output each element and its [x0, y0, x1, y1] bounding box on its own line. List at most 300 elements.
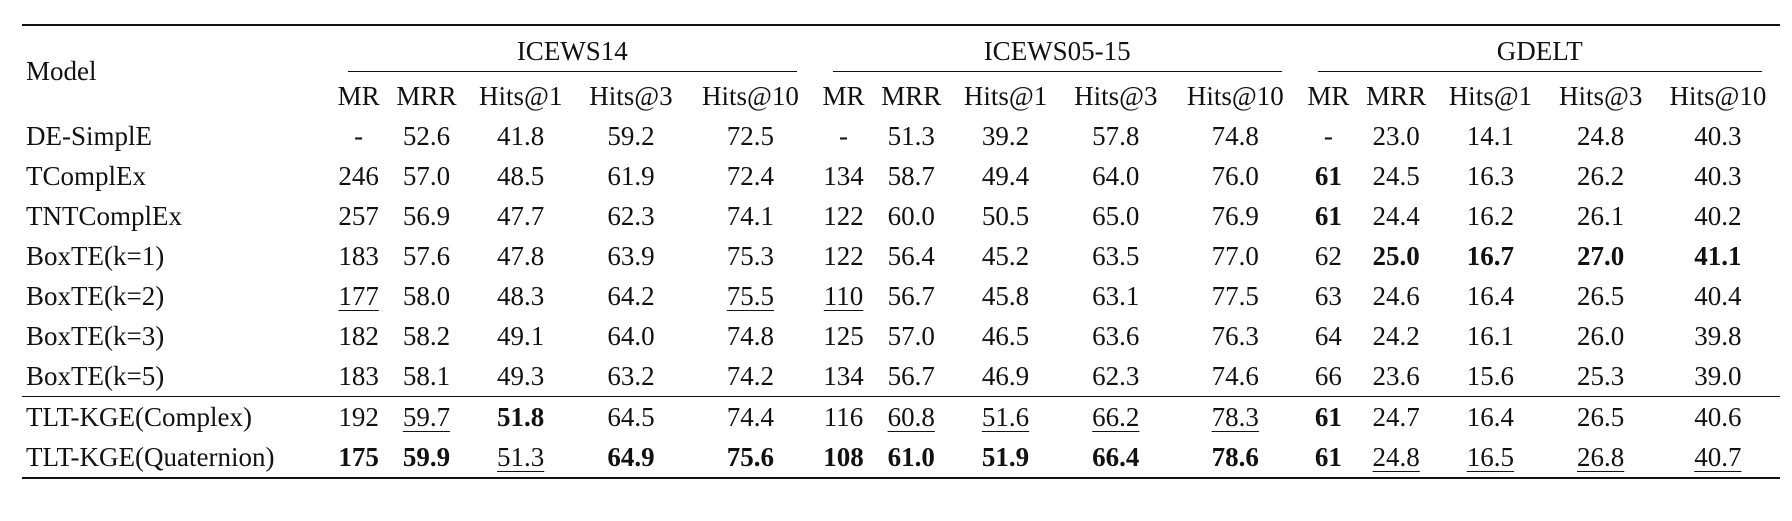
metric-cell	[1656, 276, 1780, 316]
metric-value: 72.4	[726, 160, 775, 191]
metric-cell	[950, 116, 1060, 156]
metric-header: MRR	[881, 80, 942, 111]
metric-cell	[466, 397, 576, 438]
metric-value: 61.0	[887, 441, 935, 472]
metric-value: 49.4	[981, 160, 1030, 191]
metric-value: 116	[823, 401, 864, 432]
metric-value: 66	[1314, 360, 1342, 391]
metric-value: 177	[338, 280, 379, 311]
metric-value: 64.2	[607, 280, 655, 311]
metric-cell	[1546, 196, 1656, 236]
metric-value: 16.3	[1466, 160, 1514, 191]
metric-value: 26.0	[1577, 320, 1625, 351]
metric-cell	[686, 196, 815, 236]
metric-value: 75.6	[726, 441, 775, 472]
metric-header: MR	[337, 80, 380, 111]
metric-value: 64	[1314, 320, 1342, 351]
table-row	[22, 236, 1780, 276]
metric-cell	[815, 397, 872, 438]
metric-cell	[576, 356, 686, 397]
metric-cell	[1546, 316, 1656, 356]
metric-cell	[950, 276, 1060, 316]
model-header: Model	[22, 25, 330, 116]
metric-value: 175	[338, 441, 379, 472]
metric-value: 16.4	[1466, 401, 1514, 432]
metric-value: 63.1	[1092, 280, 1140, 311]
metric-cell	[1357, 437, 1435, 478]
table-row	[22, 156, 1780, 196]
group-header-gdelt: GDELT	[1300, 25, 1780, 76]
metric-header: Hits@10	[1669, 80, 1767, 111]
metric-value: 46.5	[981, 320, 1030, 351]
metric-cell	[1656, 397, 1780, 438]
metric-cell	[815, 236, 872, 276]
metric-value: 51.3	[887, 120, 935, 151]
model-name: DE-SimplE	[26, 120, 152, 151]
model-name: BoxTE(k=5)	[26, 360, 165, 391]
metric-value: 78.6	[1211, 441, 1259, 472]
group-header-icews05-15: ICEWS05-15	[815, 25, 1300, 76]
metric-value: 74.6	[1211, 360, 1259, 391]
metric-value: 40.2	[1694, 200, 1742, 231]
metric-value: 62.3	[1092, 360, 1140, 391]
metric-cell	[872, 316, 950, 356]
metric-value: 40.3	[1694, 120, 1742, 151]
metric-cell	[1546, 437, 1656, 478]
metric-cell	[1546, 356, 1656, 397]
metric-cell	[1061, 437, 1171, 478]
group-header-icews14: ICEWS14	[330, 25, 815, 76]
metric-value: 50.5	[981, 200, 1030, 231]
metric-value: 24.7	[1372, 401, 1420, 432]
metric-cell	[330, 316, 387, 356]
metric-cell	[1357, 236, 1435, 276]
model-name: TLT-KGE(Quaternion)	[22, 437, 330, 478]
metric-cell	[872, 236, 950, 276]
metric-value: 56.9	[402, 200, 451, 231]
metric-header: Hits@10	[701, 80, 799, 111]
metric-cell	[1357, 156, 1435, 196]
metric-cell	[1171, 356, 1300, 397]
metric-value: 61.9	[607, 160, 655, 191]
metric-cell	[1357, 196, 1435, 236]
metric-cell	[1435, 276, 1545, 316]
metric-value: 61	[1314, 401, 1342, 432]
metric-cell	[387, 397, 465, 438]
metric-header: Hits@3	[589, 80, 673, 111]
metric-cell	[1061, 156, 1171, 196]
metric-cell	[686, 156, 815, 196]
table-row	[22, 196, 1780, 236]
metric-value: 26.5	[1577, 401, 1625, 432]
metric-value: 26.2	[1577, 160, 1625, 191]
metric-cell	[1435, 156, 1545, 196]
metric-cell	[330, 236, 387, 276]
metric-cell	[1435, 236, 1545, 276]
metric-cell	[387, 116, 465, 156]
metric-value: 76.0	[1211, 160, 1259, 191]
metric-cell	[815, 316, 872, 356]
metric-value: 76.3	[1211, 320, 1259, 351]
metric-value: 77.5	[1211, 280, 1259, 311]
model-name: TLT-KGE(Complex)	[22, 397, 330, 438]
metric-cell	[466, 276, 576, 316]
metric-value: 134	[823, 360, 864, 391]
metric-value: 40.6	[1694, 401, 1742, 432]
metric-value: 24.2	[1372, 320, 1420, 351]
metric-value: 63.2	[607, 360, 655, 391]
metric-cell	[1061, 276, 1171, 316]
metric-cell	[1357, 397, 1435, 438]
metric-cell	[815, 437, 872, 478]
results-table	[22, 24, 1780, 479]
metric-value: 56.4	[887, 240, 935, 271]
metric-cell	[1546, 397, 1656, 438]
metric-value: 49.3	[497, 360, 545, 391]
metric-value: 246	[338, 160, 379, 191]
metric-value: 61	[1314, 160, 1342, 191]
metric-value: 41.8	[497, 120, 545, 151]
metric-cell	[1435, 116, 1545, 156]
metric-value: 60.0	[887, 200, 935, 231]
metric-cell	[686, 276, 815, 316]
metric-value: 61	[1314, 441, 1342, 472]
metric-value: 39.2	[981, 120, 1030, 151]
metric-cell	[686, 116, 815, 156]
metric-cell	[1171, 116, 1300, 156]
metric-cell	[815, 156, 872, 196]
metric-cell	[1656, 236, 1780, 276]
metric-cell	[1300, 196, 1357, 236]
metric-cell	[950, 196, 1060, 236]
metric-cell	[1656, 437, 1780, 478]
metric-cell	[1300, 437, 1357, 478]
metric-value: 24.8	[1577, 120, 1625, 151]
metric-cell	[1656, 356, 1780, 397]
metric-cell	[1300, 356, 1357, 397]
metric-cell	[686, 236, 815, 276]
metric-header: Hits@1	[1448, 80, 1533, 111]
metric-cell	[1300, 116, 1357, 156]
results-table-container	[22, 24, 1780, 479]
metric-cell	[872, 196, 950, 236]
metric-value: 58.2	[402, 320, 451, 351]
metric-cell	[686, 356, 815, 397]
metric-cell	[387, 156, 465, 196]
table-row	[22, 116, 1780, 156]
metric-cell	[1061, 236, 1171, 276]
metric-header: Hits@3	[1558, 80, 1643, 111]
metric-cell	[872, 356, 950, 397]
metric-cell	[1171, 397, 1300, 438]
metric-cell	[1300, 316, 1357, 356]
metric-value: 110	[823, 280, 864, 311]
metric-value: 64.5	[607, 401, 655, 432]
metric-value: 63.5	[1092, 240, 1140, 271]
metric-cell	[872, 156, 950, 196]
metric-value: 63.6	[1092, 320, 1140, 351]
metric-cell	[1435, 397, 1545, 438]
metric-cell	[1171, 156, 1300, 196]
metric-value: 25.3	[1577, 360, 1625, 391]
table-row	[22, 316, 1780, 356]
metric-value: 77.0	[1211, 240, 1259, 271]
metric-cell	[1300, 156, 1357, 196]
metric-cell	[1435, 316, 1545, 356]
metric-value: 58.1	[402, 360, 451, 391]
metric-value: 47.8	[497, 240, 545, 271]
metric-value: 183	[338, 360, 379, 391]
metric-cell	[1546, 116, 1656, 156]
metric-cell	[872, 276, 950, 316]
metric-value: 60.8	[887, 401, 935, 432]
metric-value: 57.8	[1092, 120, 1140, 151]
table-row	[22, 356, 1780, 397]
metric-value: 23.6	[1372, 360, 1420, 391]
metric-cell	[686, 397, 815, 438]
metric-cell	[815, 276, 872, 316]
model-name: BoxTE(k=3)	[26, 320, 165, 351]
metric-cell	[950, 437, 1060, 478]
metric-value: 62.3	[607, 200, 655, 231]
metric-value: 39.8	[1694, 320, 1742, 351]
metric-value: 47.7	[497, 200, 545, 231]
metric-value: 59.7	[402, 401, 451, 432]
metric-cell	[330, 276, 387, 316]
metric-value: 59.2	[607, 120, 655, 151]
table-row	[22, 437, 1780, 478]
metric-cell	[387, 356, 465, 397]
metric-value: 48.3	[497, 280, 545, 311]
metric-value: 16.4	[1466, 280, 1514, 311]
metric-value: 24.8	[1372, 441, 1420, 472]
metric-value: 57.0	[402, 160, 451, 191]
metric-cell	[576, 116, 686, 156]
metric-cell	[1171, 316, 1300, 356]
metric-value: 75.5	[726, 280, 775, 311]
metric-cell	[1061, 397, 1171, 438]
metric-cell	[576, 397, 686, 438]
metric-cell	[1061, 196, 1171, 236]
model-name: TNTComplEx	[26, 200, 182, 231]
metric-value: 74.2	[726, 360, 775, 391]
metric-header: MRR	[396, 80, 457, 111]
metric-value: 15.6	[1466, 360, 1514, 391]
metric-value: 51.3	[497, 441, 545, 472]
metric-header: Hits@1	[478, 80, 563, 111]
metric-value: 24.6	[1372, 280, 1420, 311]
metric-cell	[1171, 276, 1300, 316]
metric-cell	[1435, 356, 1545, 397]
metric-cell	[1171, 236, 1300, 276]
metric-header: MR	[822, 80, 865, 111]
metric-value: 108	[823, 441, 864, 472]
metric-value: 122	[823, 240, 864, 271]
metric-value: 16.5	[1466, 441, 1514, 472]
metric-value: 72.5	[726, 120, 775, 151]
metric-cell	[387, 316, 465, 356]
metric-value: 40.7	[1694, 441, 1742, 472]
metric-value: 40.4	[1694, 280, 1742, 311]
metric-value: 16.2	[1466, 200, 1514, 231]
metric-cell	[576, 276, 686, 316]
metric-cell	[466, 156, 576, 196]
metric-cell	[1357, 316, 1435, 356]
metric-value: 27.0	[1577, 240, 1625, 271]
metric-cell	[387, 236, 465, 276]
metric-cell	[1546, 276, 1656, 316]
header-row-groups	[22, 25, 1780, 76]
metric-cell	[576, 196, 686, 236]
metric-value: 134	[823, 160, 864, 191]
metric-cell	[815, 196, 872, 236]
metric-value: 57.0	[887, 320, 935, 351]
metric-value: -	[1323, 120, 1333, 151]
metric-value: 51.6	[981, 401, 1030, 432]
metric-value: 58.0	[402, 280, 451, 311]
metric-value: 66.4	[1092, 441, 1140, 472]
metric-value: 49.1	[497, 320, 545, 351]
metric-value: -	[838, 120, 848, 151]
metric-value: 45.8	[981, 280, 1030, 311]
metric-value: 57.6	[402, 240, 451, 271]
metric-cell	[466, 437, 576, 478]
metric-cell	[950, 316, 1060, 356]
metric-cell	[1357, 116, 1435, 156]
metric-header: Hits@1	[963, 80, 1048, 111]
metric-value: 26.8	[1577, 441, 1625, 472]
metric-cell	[330, 397, 387, 438]
metric-value: 24.5	[1372, 160, 1420, 191]
metric-cell	[1656, 116, 1780, 156]
metric-cell	[950, 397, 1060, 438]
metric-cell	[576, 437, 686, 478]
metric-value: 59.9	[402, 441, 451, 472]
metric-cell	[576, 316, 686, 356]
metric-cell	[466, 196, 576, 236]
metric-cell	[1357, 356, 1435, 397]
metric-value: 40.3	[1694, 160, 1742, 191]
metric-cell	[1656, 156, 1780, 196]
metric-value: 48.5	[497, 160, 545, 191]
metric-value: 23.0	[1372, 120, 1420, 151]
metric-value: 74.1	[726, 200, 775, 231]
metric-cell	[387, 437, 465, 478]
metric-value: 14.1	[1466, 120, 1514, 151]
metric-cell	[466, 316, 576, 356]
metric-value: 41.1	[1694, 240, 1742, 271]
metric-cell	[466, 116, 576, 156]
metric-value: 51.8	[497, 401, 545, 432]
model-name: BoxTE(k=1)	[26, 240, 165, 271]
metric-cell	[330, 196, 387, 236]
metric-cell	[1546, 156, 1656, 196]
metric-cell	[466, 356, 576, 397]
metric-value: 74.8	[726, 320, 775, 351]
metric-cell	[466, 236, 576, 276]
metric-value: 16.7	[1466, 240, 1514, 271]
metric-cell	[576, 156, 686, 196]
metric-cell	[1435, 437, 1545, 478]
metric-value: 64.9	[607, 441, 655, 472]
metric-cell	[330, 156, 387, 196]
metric-value: 74.8	[1211, 120, 1259, 151]
metric-cell	[1061, 316, 1171, 356]
metric-cell	[950, 356, 1060, 397]
metric-value: 26.1	[1577, 200, 1625, 231]
metric-header: MRR	[1366, 80, 1427, 111]
metric-cell	[1357, 276, 1435, 316]
metric-value: 56.7	[887, 360, 935, 391]
table-row	[22, 276, 1780, 316]
metric-cell	[1300, 276, 1357, 316]
metric-value: 65.0	[1092, 200, 1140, 231]
metric-value: 16.1	[1466, 320, 1514, 351]
metric-value: 75.3	[726, 240, 775, 271]
metric-value: 182	[338, 320, 379, 351]
metric-value: 39.0	[1694, 360, 1742, 391]
metric-cell	[330, 116, 387, 156]
metric-value: 52.6	[402, 120, 451, 151]
metric-value: 74.4	[726, 401, 775, 432]
metric-cell	[1300, 236, 1357, 276]
metric-cell	[872, 116, 950, 156]
metric-value: 257	[338, 200, 379, 231]
metric-value: 56.7	[887, 280, 935, 311]
metric-value: 122	[823, 200, 864, 231]
results-body	[22, 116, 1780, 478]
metric-value: 62	[1314, 240, 1342, 271]
metric-cell	[576, 236, 686, 276]
metric-value: 192	[338, 401, 379, 432]
table-row	[22, 397, 1780, 438]
metric-value: -	[354, 120, 364, 151]
metric-cell	[872, 437, 950, 478]
metric-value: 51.9	[981, 441, 1030, 472]
metric-value: 26.5	[1577, 280, 1625, 311]
metric-cell	[1171, 437, 1300, 478]
metric-cell	[950, 236, 1060, 276]
metric-cell	[1656, 196, 1780, 236]
metric-value: 78.3	[1211, 401, 1259, 432]
model-name: TComplEx	[26, 160, 146, 191]
metric-cell	[1171, 196, 1300, 236]
metric-cell	[1300, 397, 1357, 438]
metric-cell	[686, 437, 815, 478]
metric-header: Hits@10	[1186, 80, 1284, 111]
metric-value: 63	[1314, 280, 1342, 311]
metric-cell	[330, 356, 387, 397]
metric-header: Hits@3	[1074, 80, 1158, 111]
metric-cell	[1656, 316, 1780, 356]
metric-cell	[1546, 236, 1656, 276]
metric-value: 25.0	[1372, 240, 1420, 271]
metric-cell	[815, 116, 872, 156]
metric-header: MR	[1307, 80, 1350, 111]
metric-value: 63.9	[607, 240, 655, 271]
metric-cell	[1061, 116, 1171, 156]
metric-cell	[330, 437, 387, 478]
metric-cell	[815, 356, 872, 397]
metric-value: 66.2	[1092, 401, 1140, 432]
metric-value: 58.7	[887, 160, 935, 191]
model-name: BoxTE(k=2)	[26, 280, 165, 311]
metric-cell	[686, 316, 815, 356]
metric-value: 64.0	[1092, 160, 1140, 191]
metric-value: 46.9	[981, 360, 1030, 391]
metric-value: 64.0	[607, 320, 655, 351]
metric-value: 76.9	[1211, 200, 1259, 231]
